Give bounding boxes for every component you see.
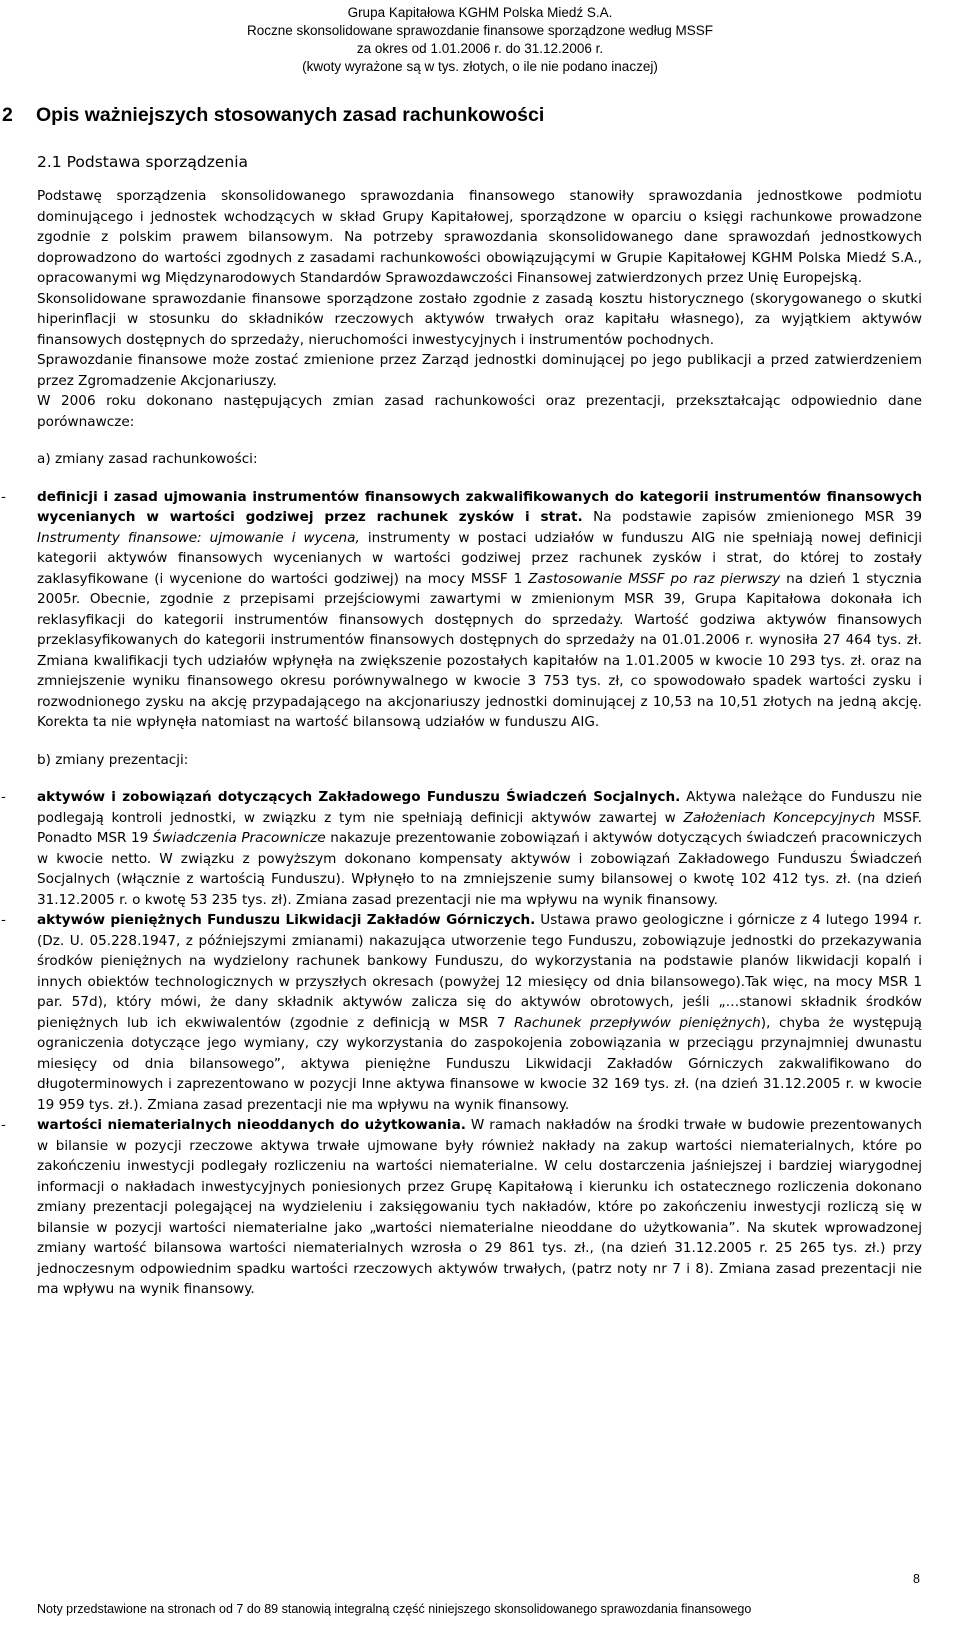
paragraph-basis: Podstawę sporządzenia skonsolidowanego sprawozdania finansowego stanowiły sprawozdania jednostkowe podmiotu dominującego i jednostek wchodzących w skład Grupy Kapitałowej, sporządzone w oparciu o księgi rachunkowe prowadzone zgodnie z polskim prawem bilansowym. Na potrzeby sprawozdania skonsolidowanego dane sprawozdań jednostkowych doprowadzono do wartości zgodnych z zasadami rachunkowości obowiązującymi w Grupie Kapitałowej KGHM Polska Miedź S.A., opracowanymi wg Międzynarodowych Standardów Sprawozdawczości Finansowej zatwierdzonych przez Unię Europejską. <box>37 188 922 286</box>
header-units: (kwoty wyrażone są w tys. złotych, o ile nie podano inaczej) <box>302 59 658 74</box>
list-dash: - <box>1 1117 6 1133</box>
list-item-intangible-assets: - wartości niematerialnych nieoddanych do użytkowania. W ramach nakładów na środki trwałe w budowie prezentowanych w bilansie w pozycji rzeczowe aktywa trwałe ujmowane były również nakłady na zakup wartości niematerialnych, które po zakończeniu inwestycji podlegały rozliczeniu na wartości niematerialne. W celu dostarczenia jaśniejszej i bardziej wiarygodnej informacji o nakładach inwestycyjnych poniesionych przez Grupę Kapitałową i kierunku ich ostatecznego rozliczenia dokonano zmiany prezentacji polegającej na wydzieleniu i zaksięgowaniu tych nakładów, które po zakończeniu inwestycji rozliczą się w bilansie w pozycji wartości niematerialne jako „wartości niematerialne nieoddane do użytkowania”. Na skutek wprowadzonej zmiany wartość bilansowa wartości niematerialnych wzrosła o 29 861 tys. zł., (na dzień 31.12.2005 r. 25 265 tys. zł.) przy jednoczesnym odpowiednim spadku wartości rzeczowych aktywów trwałych, (patrz noty nr 7 i 8). Zmiana zasad prezentacji nie ma wpływu na wynik finansowy. <box>1 1117 922 1297</box>
section-heading <box>2 104 545 127</box>
section-number: 2 <box>2 104 13 126</box>
footer-note: Noty przedstawione na stronach od 7 do 89 stanowią integralną część niniejszego skonsolidowanego sprawozdania finansowego <box>37 1602 752 1616</box>
list-item-social-fund: - aktywów i zobowiązań dotyczących Zakładowego Funduszu Świadczeń Socjalnych. Aktywa należące do Funduszu nie podlegają kontroli jednostki, w związku z tym nie spełniają definicji aktywów zawartej w Założeniach Koncepcyjnych MSSF. Ponadto MSR 19 Świadczenia Pracownicze nakazuje prezentowanie zobowiązań i aktywów dotyczących świadczeń pracowniczych w kwocie netto. W związku z powyższym dokonano kompensaty aktywów i zobowiązań Zakładowego Funduszu Świadczeń Socjalnych (włącznie z wartością Funduszu). Wpłynęło to na zmniejszenie sumy bilansowej o kwotę 102 412 tys. zł. (na dzień 31.12.2005 r. o kwotę 53 235 tys. zł). Zmiana zasad prezentacji nie ma wpływu na wynik finansowy. <box>1 789 923 908</box>
document-body <box>1 186 923 1300</box>
header-company: Grupa Kapitałowa KGHM Polska Miedź S.A. <box>347 5 613 20</box>
subsection-title: Podstawa sporządzenia <box>66 153 249 171</box>
page-header <box>0 4 960 76</box>
section-title: Opis ważniejszych stosowanych zasad rachunkowości <box>36 104 545 126</box>
header-period: za okres od 1.01.2006 r. do 31.12.2006 r. <box>356 41 604 56</box>
paragraph-amendment: Sprawozdanie finansowe może zostać zmienione przez Zarząd jednostki dominującej po jego publikacji a przed zatwierdzeniem przez Zgromadzenie Akcjonariuszy. <box>37 352 922 389</box>
header-report-title: Roczne skonsolidowane sprawozdanie finansowe sporządzone według MSSF <box>246 23 713 38</box>
list-item-mine-closure-fund: - aktywów pieniężnych Funduszu Likwidacji Zakładów Górniczych. Ustawa prawo geologiczne i górnicze z 4 lutego 1994 r. (Dz. U. 05.228.1947, z późniejszymi zmianami) nakazująca utworzenie tego Funduszu, zobowiązuje jednostki do przekazywania środków pieniężnych na wydzielony rachunek bankowy Funduszu, do wykorzystania na podstawie planów likwidacji kopalń i innych obiektów technologicznych w przyszłych okresach (powyżej 12 miesięcy od dnia bilansowego).Tak więc, na mocy MSR 1 par. 57d), który mówi, że dany składnik aktywów zalicza się do aktywów obrotowych, jeśli „…stanowi składnik środków pieniężnych lub ich ekwiwalentów (zgodnie z definicją w MSR 7 Rachunek przepływów pieniężnych), chyba że występują ograniczenia dotyczące jego wymiany, czy wykorzystania do zaspokojenia zobowiązania w przeciągu przynajmniej dwunastu miesięcy od dnia bilansowego”, aktywa pieniężne Funduszu Likwidacji Zakładów Górniczych zakwalifikowano do długoterminowych i zaprezentowano w pozycji Inne aktywa finansowe w kwocie 32 169 tys. zł. (na dzień 31.12.2005 r. w kwocie 19 959 tys. zł.). Zmiana zasad prezentacji nie ma wpływu na wynik finansowy. <box>1 912 922 1113</box>
list-dash: - <box>1 789 6 805</box>
subsection-number: 2.1 <box>37 153 62 171</box>
subsection-heading <box>37 153 248 171</box>
paragraph-changes-intro: W 2006 roku dokonano następujących zmian zasad rachunkowości oraz prezentacji, przekształcając odpowiednio dane porównawcze: <box>37 393 922 430</box>
list-item-financial-instruments: - definicji i zasad ujmowania instrumentów finansowych zakwalifikowanych do kategorii instrumentów finansowych wycenianych w wartości godziwej przez rachunek zysków i strat. Na podstawie zapisów zmienionego MSR 39 Instrumenty finansowe: ujmowanie i wycena, instrumenty w postaci udziałów w funduszu AIG nie spełniają nowej definicji kategorii aktywów finansowych wycenianych w wartości godziwej przez rachunek zysków i strat, do której to zostały zaklasyfikowane (i wycenione do wartości godziwej) na mocy MSSF 1 Zastosowanie MSSF po raz pierwszy na dzień 1 stycznia 2005r. Obecnie, zgodnie z przepisami przejściowymi zawartymi w zmienionym MSR 39, Grupa Kapitałowa dokonała ich reklasyfikacji do kategorii instrumentów finansowych dostępnych do sprzedaży. Wartość godziwa aktywów finansowych przeklasyfikowanych do kategorii instrumentów finansowych dostępnych do sprzedaży na 01.01.2006 r. wynosiła 27 464 tys. zł. Zmiana kwalifikacji tych udziałów wpłynęła na zwiększenie pozostałych kapitałów na 1.01.2005 w kwocie 10 293 tys. zł. oraz na zmniejszenie wyniku finansowego okresu porównywalnego w kwocie 3 753 tys. zł, co spowodowało spadek wartości zysku i rozwodnionego zysku na akcję przypadającego na akcjonariuszy jednostki dominującej z 10,53 na 10,51 złotych na jedną akcję. Korekta ta nie wpłynęła natomiast na wartość bilansową udziałów w funduszu AIG. <box>1 488 923 730</box>
subheading-accounting-changes: a) zmiany zasad rachunkowości: <box>37 451 258 467</box>
list-dash: - <box>1 912 6 928</box>
paragraph-historical-cost: Skonsolidowane sprawozdanie finansowe sporządzone zostało zgodnie z zasadą kosztu historycznego (skorygowanego o skutki hiperinflacji w stosunku do składników rzeczowych aktywów trwałych oraz kapitału własnego), za wyjątkiem aktywów finansowych dostępnych do sprzedaży, nieruchomości inwestycyjnych i instrumentów pochodnych. <box>37 290 922 348</box>
list-dash: - <box>1 488 6 505</box>
page-number: 8 <box>913 1572 920 1586</box>
subheading-presentation-changes: b) zmiany prezentacji: <box>37 751 189 768</box>
